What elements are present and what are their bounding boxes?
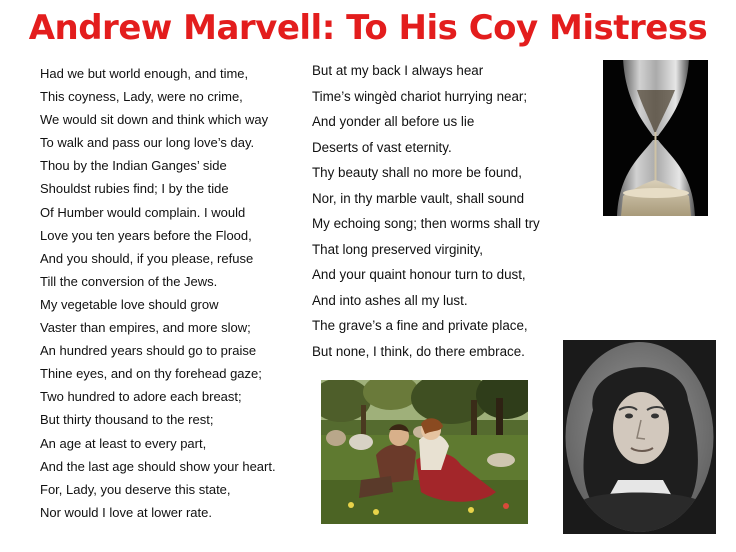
poem-right-column (312, 58, 540, 364)
poem-line: Nor, in thy marble vault, shall sound (312, 190, 525, 206)
poem-line: An age at least to every part, (40, 435, 207, 451)
poem-line: And into ashes all my lust. (312, 292, 468, 308)
poem-line: Vaster than empires, and more slow; (40, 320, 251, 336)
poem-line: My echoing song; then worms shall try (312, 216, 540, 231)
poem-line: Of Humber would complain. I would (40, 204, 246, 220)
poem-line: This coyness, Lady, were no crime, (40, 89, 243, 105)
poem-line: And yonder all before us lie (312, 114, 475, 129)
poem-line: But at my back I always hear (312, 63, 484, 78)
hourglass-image (603, 60, 708, 216)
poem-line: Thy beauty shall no more be found, (312, 165, 522, 180)
poem-line: To walk and pass our long love’s day. (40, 135, 255, 151)
poem-line: Nor would I love at lower rate. (40, 504, 212, 520)
lovers-in-meadow-painting (321, 380, 528, 524)
poem-line: And your quaint honour turn to dust, (312, 267, 526, 282)
andrew-marvell-portrait (563, 340, 716, 534)
marvell-portrait-image (563, 340, 716, 534)
poem-line: Shouldst rubies find; I by the tide (40, 181, 229, 197)
poem-line: That long preserved virginity, (312, 241, 483, 257)
poem-line: We would sit down and think which way (40, 112, 269, 128)
poem-line: But none, I think, do there embrace. (312, 343, 525, 359)
poem-line: For, Lady, you deserve this state, (40, 481, 231, 497)
slide-title: Andrew Marvell: To His Coy Mistress (28, 8, 708, 48)
poem-line: Had we but world enough, and time, (40, 66, 249, 81)
poem-line: Deserts of vast eternity. (312, 139, 452, 155)
poem-line: My vegetable love should grow (40, 296, 219, 312)
poem-line: The grave’s a fine and private place, (312, 318, 528, 333)
poem-line: And the last age should show your heart. (40, 458, 276, 474)
poem-line: Time’s wingèd chariot hurrying near; (312, 88, 528, 104)
poem-line: An hundred years should go to praise (40, 343, 257, 359)
hourglass-icon (603, 60, 708, 216)
lovers-painting-image (321, 380, 528, 524)
poem-line: And you should, if you please, refuse (40, 250, 254, 266)
poem-line: Love you ten years before the Flood, (40, 227, 252, 243)
poem-line: Two hundred to adore each breast; (40, 389, 242, 405)
poem-line: Thou by the Indian Ganges’ side (40, 158, 227, 174)
poem-line: Till the conversion of the Jews. (40, 273, 218, 289)
poem-line: But thirty thousand to the rest; (40, 412, 214, 428)
poem-line: Thine eyes, and on thy forehead gaze; (40, 366, 262, 382)
poem-left-column (40, 62, 276, 524)
